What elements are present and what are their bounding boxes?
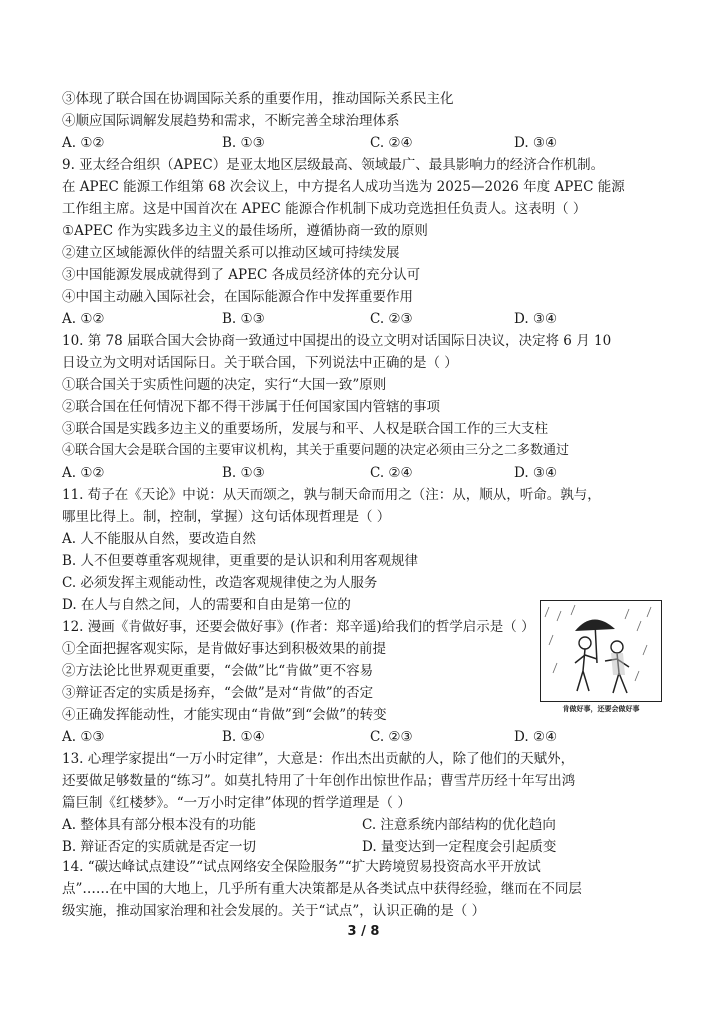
q14-stem-line-1: 14. “碳达峰试点建设”“试点网络安全保险服务”“扩大跨境贸易投资高水平开放试 [62,859,541,875]
q10-stem-line-1: 10. 第 78 届联合国大会协商一致通过中国提出的设立文明对话国际日决议，决定将 6 月 10 [62,333,612,349]
q9-option-1: ①APEC 作为实践多边主义的最佳场所，遵循协商一致的原则 [62,223,428,239]
q8-choices [62,132,672,154]
q8-choice-a[interactable]: A. ①② [62,135,105,151]
q13-option-b[interactable]: B. 辩证否定的实质就是否定一切 [62,839,257,855]
q9-stem-line-1: 9. 亚太经合组织（APEC）是亚太地区层级最高、领域最广、最具影响力的经济合作机制。 [62,157,605,173]
q14-stem-line-2: 点”……在中国的大地上，几乎所有重大决策都是从各类试点中获得经验，继而在不同层 [62,881,582,897]
q12-choice-c[interactable]: C. ②③ [370,729,413,745]
q10-option-4: ④联合国大会是联合国的主要审议机构，其关于重要问题的决定必须由三分之二多数通过 [62,443,570,458]
q10-stem-line-2: 日设立为文明对话国际日。关于联合国，下列说法中正确的是（ ） [62,355,458,371]
q10-choice-b[interactable]: B. ①③ [222,465,265,481]
q8-option-4: ④顺应国际调解发展趋势和需求，不断完善全球治理体系 [62,113,400,129]
q8-choice-c[interactable]: C. ②④ [370,135,413,151]
q9-choice-c[interactable]: C. ②③ [370,311,413,327]
q12-option-1: ①全面把握客观实际，是肯做好事达到积极效果的前提 [62,641,386,657]
cartoon-drawing [541,601,661,701]
q13-option-d[interactable]: D. 量变达到一定程度会引起质变 [362,839,557,855]
q10-choice-c[interactable]: C. ②④ [370,465,413,481]
q13-stem-line-1: 13. 心理学家提出“一万小时定律”，大意是：作出杰出贡献的人，除了他们的天赋外， [62,751,575,767]
q13-option-a[interactable]: A. 整体具有部分根本没有的功能 [62,817,256,833]
page-number: 3 / 8 [347,924,380,939]
q13-option-c[interactable]: C. 注意系统内部结构的优化趋向 [362,817,556,833]
q12-cartoon-image [540,600,662,702]
q12-stem-line-1: 12. 漫画《肯做好事，还要会做好事》(作者：郑辛遥)给我们的哲学启示是（ ） [62,619,535,635]
q12-cartoon-caption: 肯做好事，还要会做好事 [562,705,640,713]
q11-option-d[interactable]: D. 在人与自然之间，人的需要和自由是第一位的 [62,597,351,613]
q11-option-c[interactable]: C. 必须发挥主观能动性，改造客观规律使之为人服务 [62,575,378,591]
q10-choice-a[interactable]: A. ①② [62,465,105,481]
q14-stem-line-3: 级实施，推动国家治理和社会发展的。关于“试点”，认识正确的是（ ） [62,903,486,919]
q12-option-3: ③辩证否定的实质是扬弃，“会做”是对“肯做”的否定 [62,685,374,701]
q11-stem-line-2: 哪里比得上。制，控制，掌握）这句话体现哲理是（ ） [62,509,391,525]
q13-stem-line-3: 篇巨制《红楼梦》。“一万小时定律”体现的哲学道理是（ ） [62,795,411,811]
q13-options-row-1 [62,814,682,836]
q9-choice-d[interactable]: D. ③④ [514,311,558,327]
q11-option-a[interactable]: A. 人不能服从自然，要改造自然 [62,531,256,547]
q10-choice-d[interactable]: D. ③④ [514,465,558,481]
q13-stem-line-2: 还要做足够数量的“练习”。如莫扎特用了十年创作出惊世作品；曹雪芹历经十年写出鸿 [62,773,576,789]
q9-choice-a[interactable]: A. ①② [62,311,105,327]
q12-choice-a[interactable]: A. ①③ [62,729,105,745]
q12-option-2: ②方法论比世界观更重要，“会做”比“肯做”更不容易 [62,663,374,679]
q11-option-b[interactable]: B. 人不但要尊重客观规律，更重要的是认识和利用客观规律 [62,553,419,569]
q9-stem-line-2: 在 APEC 能源工作组第 68 次会议上，中方提名人成功当选为 2025—2026 年度 APEC 能源 [62,179,625,195]
q9-option-3: ③中国能源发展成就得到了 APEC 各成员经济体的充分认可 [62,267,421,283]
q8-choice-d[interactable]: D. ③④ [514,135,558,151]
q9-stem-line-3: 工作组主席。这是中国首次在 APEC 能源合作机制下成功竞选担任负责人。这表明（ ） [62,201,587,217]
q10-option-3: ③联合国是实践多边主义的重要场所，发展与和平、人权是联合国工作的三大支柱 [62,421,548,437]
q10-option-2: ②联合国在任何情况下都不得干涉属于任何国家国内管辖的事项 [62,399,440,415]
q10-option-1: ①联合国关于实质性问题的决定，实行“大国一致”原则 [62,377,387,393]
q12-option-4: ④正确发挥能动性，才能实现由“肯做”到“会做”的转变 [62,707,387,723]
q9-choice-b[interactable]: B. ①③ [222,311,265,327]
q8-option-3: ③体现了联合国在协调国际关系的重要作用，推动国际关系民主化 [62,91,454,107]
q9-choices [62,308,672,330]
q11-stem-line-1: 11. 荀子在《天论》中说：从天而颂之，孰与制天命而用之（注：从，顺从，听命。孰与， [62,487,601,503]
q12-choice-d[interactable]: D. ②④ [514,729,558,745]
q12-choice-b[interactable]: B. ①④ [222,729,265,745]
q10-choices [62,462,672,484]
q12-choices [62,726,672,748]
q9-option-2: ②建立区域能源伙伴的结盟关系可以推动区域可持续发展 [62,245,400,261]
q13-options-row-2 [62,836,682,858]
q8-choice-b[interactable]: B. ①③ [222,135,265,151]
q9-option-4: ④中国主动融入国际社会，在国际能源合作中发挥重要作用 [62,289,413,305]
